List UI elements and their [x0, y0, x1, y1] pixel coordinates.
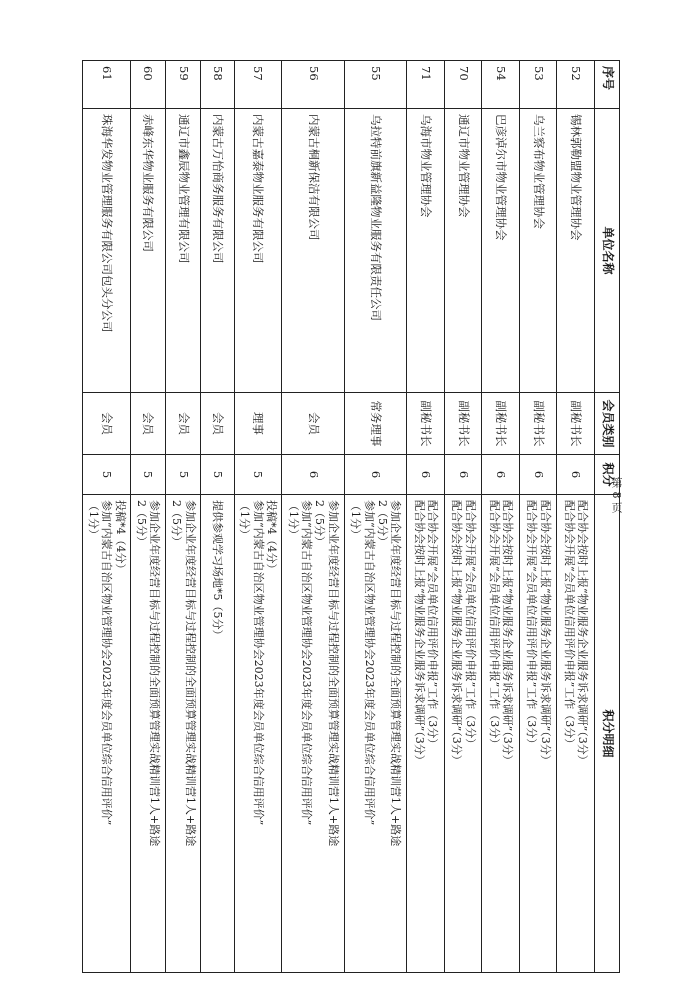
detail-line: （1分） — [86, 500, 100, 540]
detail-line: 配合协会按时上报“物业服务企业服务诉求调研”（3分） — [501, 500, 515, 766]
detail-line: 配合协会开展“会员单位信用评价申报”工作（3分） — [525, 500, 539, 750]
detail-line: 参加“内蒙古自治区物业管理协会2023年度会员单位综合信用评价” — [251, 500, 265, 826]
table-row — [234, 61, 282, 973]
table-row — [444, 61, 482, 973]
table-header-row — [595, 61, 620, 973]
row-seq: 57 — [234, 61, 282, 109]
detail-line: 投稿*4（4分） — [113, 500, 127, 575]
row-unit-name: 内蒙古桐新保洁有限公司 — [282, 109, 345, 393]
row-member-type: 会员 — [166, 393, 201, 455]
detail-line: 2（5分） — [170, 500, 184, 547]
row-seq: 70 — [444, 61, 482, 109]
detail-line: 参加“内蒙古自治区物业管理协会2023年度会员单位综合信用评价” — [100, 500, 114, 826]
header-name: 单位名称 — [595, 109, 620, 393]
row-score-detail — [234, 495, 282, 973]
row-seq: 58 — [201, 61, 234, 109]
detail-line: 配合协会开展“会员单位信用评价申报”工作（3分） — [426, 500, 440, 750]
table-row — [166, 61, 201, 973]
table-row — [83, 61, 131, 973]
row-score-detail — [444, 495, 482, 973]
row-seq: 56 — [282, 61, 345, 109]
row-score-detail — [166, 495, 201, 973]
row-score-detail — [407, 495, 445, 973]
table-row — [130, 61, 165, 973]
document-page — [82, 60, 620, 972]
points-table — [82, 60, 620, 973]
table-row — [407, 61, 445, 973]
row-member-type: 会员 — [130, 393, 165, 455]
header-detail: 积分明细 — [595, 495, 620, 973]
row-score: 6 — [557, 455, 595, 495]
table-row — [557, 61, 595, 973]
row-member-type: 会员 — [282, 393, 345, 455]
detail-line: 配合协会按时上报“物业服务企业服务诉求调研”（3分） — [538, 500, 552, 766]
row-unit-name: 通辽市物业管理协会 — [444, 109, 482, 393]
detail-line: 配合协会按时上报“物业服务企业服务诉求调研”（3分） — [576, 500, 590, 766]
row-unit-name: 内蒙古嘉泰物业服务有限公司 — [234, 109, 282, 393]
row-seq: 55 — [344, 61, 407, 109]
row-score: 5 — [234, 455, 282, 495]
detail-line: （1分） — [349, 500, 363, 540]
row-score-detail — [519, 495, 557, 973]
row-unit-name: 通辽市鑫辰物业管理有限公司 — [166, 109, 201, 393]
detail-line: 2（5分） — [376, 500, 389, 547]
row-member-type: 会员 — [83, 393, 131, 455]
row-seq: 54 — [482, 61, 520, 109]
row-member-type: 副秘书长 — [557, 393, 595, 455]
row-score: 6 — [282, 455, 345, 495]
row-score-detail — [557, 495, 595, 973]
detail-line: （1分） — [238, 500, 252, 540]
table-row — [201, 61, 234, 973]
row-score: 5 — [83, 455, 131, 495]
detail-line: 配合协会按时上报“物业服务企业服务诉求调研”（3分） — [450, 500, 464, 766]
row-score: 6 — [344, 455, 407, 495]
row-score: 6 — [407, 455, 445, 495]
row-seq: 53 — [519, 61, 557, 109]
row-unit-name: 巴彦淖尔市物业管理协会 — [482, 109, 520, 393]
detail-line: （1分） — [286, 500, 300, 540]
row-seq: 59 — [166, 61, 201, 109]
detail-line: 提供参观学习场地*5（5分） — [211, 500, 225, 641]
detail-line: 配合协会开展“会员单位信用评价申报”工作（3分） — [463, 500, 477, 750]
row-member-type: 副秘书长 — [519, 393, 557, 455]
row-member-type: 理事 — [234, 393, 282, 455]
detail-line: 参加企业年度经营目标与过程控制的全面预算管理实战精训营1人+路途 — [326, 500, 340, 847]
header-type: 会员类别 — [595, 393, 620, 455]
row-seq: 71 — [407, 61, 445, 109]
row-unit-name: 乌兰察布物业管理协会 — [519, 109, 557, 393]
row-member-type: 常务理事 — [344, 393, 407, 455]
row-score-detail — [482, 495, 520, 973]
row-score: 6 — [444, 455, 482, 495]
table-row — [482, 61, 520, 973]
page-number: 第 8 页 — [610, 477, 623, 513]
row-unit-name: 珠海华发物业管理服务有限公司包头分公司 — [83, 109, 131, 393]
row-score-detail — [201, 495, 234, 973]
detail-line: 参加企业年度经营目标与过程控制的全面预算管理实战精训营1人+路途 — [183, 500, 197, 847]
detail-line: 投稿*4（4分） — [265, 500, 279, 575]
detail-line: 配合协会按时上报“物业服务企业服务诉求调研”（3分） — [412, 500, 426, 766]
row-score: 6 — [519, 455, 557, 495]
row-score-detail — [83, 495, 131, 973]
detail-line: 2（5分） — [313, 500, 327, 547]
table-row — [344, 61, 407, 973]
row-seq: 52 — [557, 61, 595, 109]
row-score-detail — [130, 495, 165, 973]
header-seq: 序号 — [595, 61, 620, 109]
row-member-type: 副秘书长 — [444, 393, 482, 455]
detail-line: 配合协会开展“会员单位信用评价申报”工作（3分） — [487, 500, 501, 750]
row-member-type: 会员 — [201, 393, 234, 455]
row-score-detail — [344, 495, 407, 973]
table-row — [282, 61, 345, 973]
table-row — [519, 61, 557, 973]
row-unit-name: 赤峰东华物业服务有限公司 — [130, 109, 165, 393]
row-score: 5 — [130, 455, 165, 495]
row-unit-name: 内蒙古万怡商务服务有限公司 — [201, 109, 234, 393]
row-member-type: 副秘书长 — [482, 393, 520, 455]
detail-line: 参加企业年度经营目标与过程控制的全面预算管理实战精训营1人+路途 — [148, 500, 162, 847]
row-unit-name: 乌海市物业管理协会 — [407, 109, 445, 393]
row-score: 5 — [201, 455, 234, 495]
row-seq: 61 — [83, 61, 131, 109]
row-seq: 60 — [130, 61, 165, 109]
row-unit-name: 乌拉特前旗新益隆物业服务有限责任公司 — [344, 109, 407, 393]
row-score: 6 — [482, 455, 520, 495]
header-score: 积分 — [595, 455, 620, 495]
detail-line: 参加企业年度经营目标与过程控制的全面预算管理实战精训营1人+路途 — [389, 500, 403, 847]
row-score-detail — [282, 495, 345, 973]
detail-line: 参加“内蒙古自治区物业管理协会2023年度会员单位综合信用评价” — [362, 500, 376, 826]
detail-line: 2（5分） — [134, 500, 148, 547]
row-member-type: 副秘书长 — [407, 393, 445, 455]
detail-line: 参加“内蒙古自治区物业管理协会2023年度会员单位综合信用评价” — [300, 500, 314, 826]
detail-line: 配合协会开展“会员单位信用评价申报”工作（3分） — [562, 500, 576, 750]
row-score: 5 — [166, 455, 201, 495]
row-unit-name: 锡林郭勒盟物业管理协会 — [557, 109, 595, 393]
